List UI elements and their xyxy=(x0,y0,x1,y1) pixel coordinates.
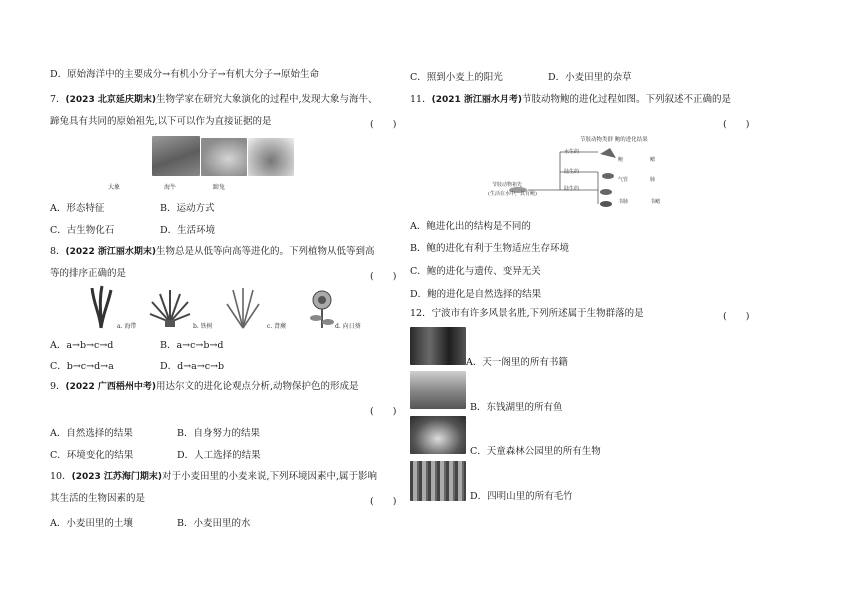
ancestor-label: 节肢动物祖先 xyxy=(492,182,523,188)
q7-option-d[interactable]: D．生活环境 xyxy=(160,225,216,236)
q7-option-c[interactable]: C．古生物化石 xyxy=(50,225,115,236)
tiantong-forest-image xyxy=(410,416,466,454)
cycad-image xyxy=(148,288,192,328)
q10-answer-paren: ( ) xyxy=(370,496,397,507)
q10-stem-line1: 10．(2023 江苏海门期末)对于小麦田里的小麦来说,下列环境因素中,属于影响 xyxy=(50,471,378,482)
q8-stem-line1: 8．(2022 浙江丽水期末)生物总是从低等向高等进化的。下列植物从低等到高 xyxy=(50,246,375,257)
label-gill-1: 鲍 xyxy=(618,157,624,163)
kelp-image xyxy=(86,284,116,330)
label-gill-2: 鳃 xyxy=(650,157,656,163)
elephant-caption: 大象 xyxy=(108,184,121,191)
q10-option-a[interactable]: A．小麦田里的土壤 xyxy=(50,518,133,529)
q7-answer-paren: ( ) xyxy=(370,119,397,130)
branch-terrestrial-2: 陆生的 xyxy=(564,186,580,192)
q8-option-b[interactable]: B．a→c→b→d xyxy=(160,340,224,351)
branch-aquatic: 水生的 xyxy=(564,149,580,155)
q9-option-c[interactable]: C．环境变化的结果 xyxy=(50,450,134,461)
q11-option-d[interactable]: D．鲍的进化是自然选择的结果 xyxy=(410,289,542,300)
q11-option-a[interactable]: A．鲍进化出的结构是不同的 xyxy=(410,221,531,232)
q7-stem-line2: 蹄兔具有共同的原始祖先,以下可以作为直接证据的是 xyxy=(50,116,272,127)
q12-option-c[interactable]: C．天童森林公园里的所有生物 xyxy=(470,446,601,457)
cycad-caption: b. 铁树 xyxy=(193,323,213,330)
label-book-gill: 书鳃 xyxy=(650,199,661,205)
fern-image xyxy=(225,286,261,330)
evolution-diagram xyxy=(488,132,678,214)
q7-option-a[interactable]: A．形态特征 xyxy=(50,203,105,214)
dongqian-lake-image xyxy=(410,371,466,409)
q12-option-b[interactable]: B．东钱湖里的所有鱼 xyxy=(470,402,563,413)
q11-answer-paren: ( ) xyxy=(723,119,750,130)
q12-option-a[interactable]: A．天一阁里的所有书籍 xyxy=(466,357,568,368)
q9-option-a[interactable]: A．自然选择的结果 xyxy=(50,428,133,439)
q10-stem-line2: 其生活的生物因素的是 xyxy=(50,493,146,504)
q7-option-b[interactable]: B．运动方式 xyxy=(160,203,215,214)
q12-option-d[interactable]: D．四明山里的所有毛竹 xyxy=(470,491,573,502)
branch-terrestrial-1: 陆生的 xyxy=(564,169,580,175)
q11-option-b[interactable]: B．鲍的进化有利于生物适应生存环境 xyxy=(410,243,569,254)
q8-option-a[interactable]: A．a→b→c→d xyxy=(50,340,114,351)
label-lung: 肺 xyxy=(650,177,656,183)
q9-option-d[interactable]: D．人工选择的结果 xyxy=(177,450,261,461)
q12-stem: 12．宁波市有许多风景名胜,下列所述属于生物群落的是 xyxy=(410,308,644,319)
q8-answer-paren: ( ) xyxy=(370,271,397,282)
sunflower-image xyxy=(305,286,339,330)
siming-bamboo-image xyxy=(410,461,466,501)
q10-option-c[interactable]: C．照到小麦上的阳光 xyxy=(410,72,503,83)
fern-caption: c. 肾蕨 xyxy=(267,323,287,330)
manatee-caption: 海牛 xyxy=(164,184,177,191)
kelp-caption: a. 海带 xyxy=(117,323,137,330)
label-trachea: 气管 xyxy=(618,177,629,183)
hyrax-image xyxy=(248,138,294,176)
q8-option-c[interactable]: C．b→c→d→a xyxy=(50,361,114,372)
q9-answer-paren: ( ) xyxy=(370,406,397,417)
elephant-image xyxy=(152,136,200,176)
sunflower-caption: d. 向日葵 xyxy=(335,323,361,330)
q11-stem: 11．(2021 浙江丽水月考)节肢动物鲍的进化过程如图。下列叙述不正确的是 xyxy=(410,94,732,105)
q8-option-d[interactable]: D．d→a→c→b xyxy=(160,361,225,372)
q12-answer-paren: ( ) xyxy=(723,311,750,322)
q10-option-d[interactable]: D．小麦田里的杂草 xyxy=(548,72,632,83)
manatee-image xyxy=(201,138,247,176)
q7-stem-line1: 7．(2023 北京延庆期末)生物学家在研究大象演化的过程中,发现大象与海牛、 xyxy=(50,94,378,105)
diagram-title: 节肢动物类群 鲍的进化结果 xyxy=(580,137,648,143)
q9-stem: 9．(2022 广西梧州中考)用达尔文的进化论观点分析,动物保护色的形成是 xyxy=(50,381,359,392)
hyrax-caption: 蹄兔 xyxy=(213,184,226,191)
q9-option-b[interactable]: B．自身努力的结果 xyxy=(177,428,260,439)
q8-stem-line2: 等的排序正确的是 xyxy=(50,268,127,279)
q11-option-c[interactable]: C．鲍的进化与遗传、变异无关 xyxy=(410,266,541,277)
q6-option-d: D．原始海洋中的主要成分→有机小分子→有机大分子→原始生命 xyxy=(50,69,319,80)
label-book-lung: 书肺 xyxy=(618,199,629,205)
tianyi-pavilion-image xyxy=(410,327,466,365)
q10-option-b[interactable]: B．小麦田里的水 xyxy=(177,518,251,529)
ancestor-note: (生活在水中，具有鲍) xyxy=(488,191,537,197)
